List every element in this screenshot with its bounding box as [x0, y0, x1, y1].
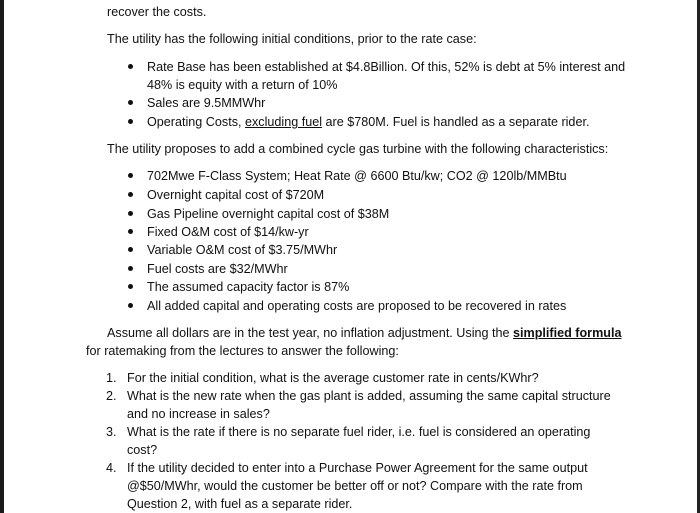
document-page: recover the costs. The utility has the following initial conditions, prior to the rate case: Rate Base has been established at $4.8Billion. Of this, 52% is debt at 5% interest and 48% is equity with a return of 10% Sales are 9.5MMWhr Operating Costs, excluding fuel are $780M. Fuel is handled as a separate rider. The utility proposes to add a combined cycle gas turbine with the following characteristics: 702Mwe F-Class System; Heat Rate @ 6600 Btu/kw; CO2 @ 120lb/MMBtu Overnight capital cost of $720M Gas Pipeline overnight capital cost of $38M Fixed O&M cost of $14/kw-yr Variable O&M cost of $3.75/MWhr Fuel costs are $32/MWhr The assumed capacity factor is 87% All added capital and operating costs are proposed to be recovered in rates Assume all dollars are in the test year, no inflation adjustment. Using the simplified formula for ratemaking from the lectures to answer the following: 1. For the initial condition, what is the average customer rate in cents/KWhr? 2. What is the new rate when the gas plant is added, assuming the same capital structure and no increase in sales? 3. What is the rate if there is no separate fuel rider, i.e. fuel is considered an operating cost? 4. If the utility decided to enter into a Purchase Power Agreement for the same output @$50/MWhr, would the customer be better off or not? Compare with the rate from Question 2, with fuel as a separate rider.: [86, 5, 626, 511]
bullet-icon: [128, 229, 133, 234]
bullet-icon: [128, 100, 133, 105]
bullet-icon: [128, 119, 133, 124]
simplified-formula-emphasis: simplified formula: [513, 326, 622, 340]
bullet-icon: [128, 266, 133, 271]
intro-fragment: recover the costs.: [107, 5, 207, 19]
initial-conditions-heading: The utility has the following initial conditions, prior to the rate case:: [107, 32, 477, 46]
bullet-icon: [128, 192, 133, 197]
assumption-line-2: for ratemaking from the lectures to answer the following:: [86, 344, 399, 358]
bullet-icon: [128, 284, 133, 289]
bullet-icon: [128, 303, 133, 308]
proposal-heading: The utility proposes to add a combined cycle gas turbine with the following characteristics:: [107, 142, 609, 156]
bullet-icon: [128, 247, 133, 252]
bullet-icon: [128, 64, 133, 69]
bullet-icon: [128, 173, 133, 178]
bullet-icon: [128, 211, 133, 216]
assumption-line-1: Assume all dollars are in the test year, no inflation adjustment. Using the simplified formula: [107, 326, 622, 340]
underlined-text: excluding fuel: [245, 115, 323, 129]
